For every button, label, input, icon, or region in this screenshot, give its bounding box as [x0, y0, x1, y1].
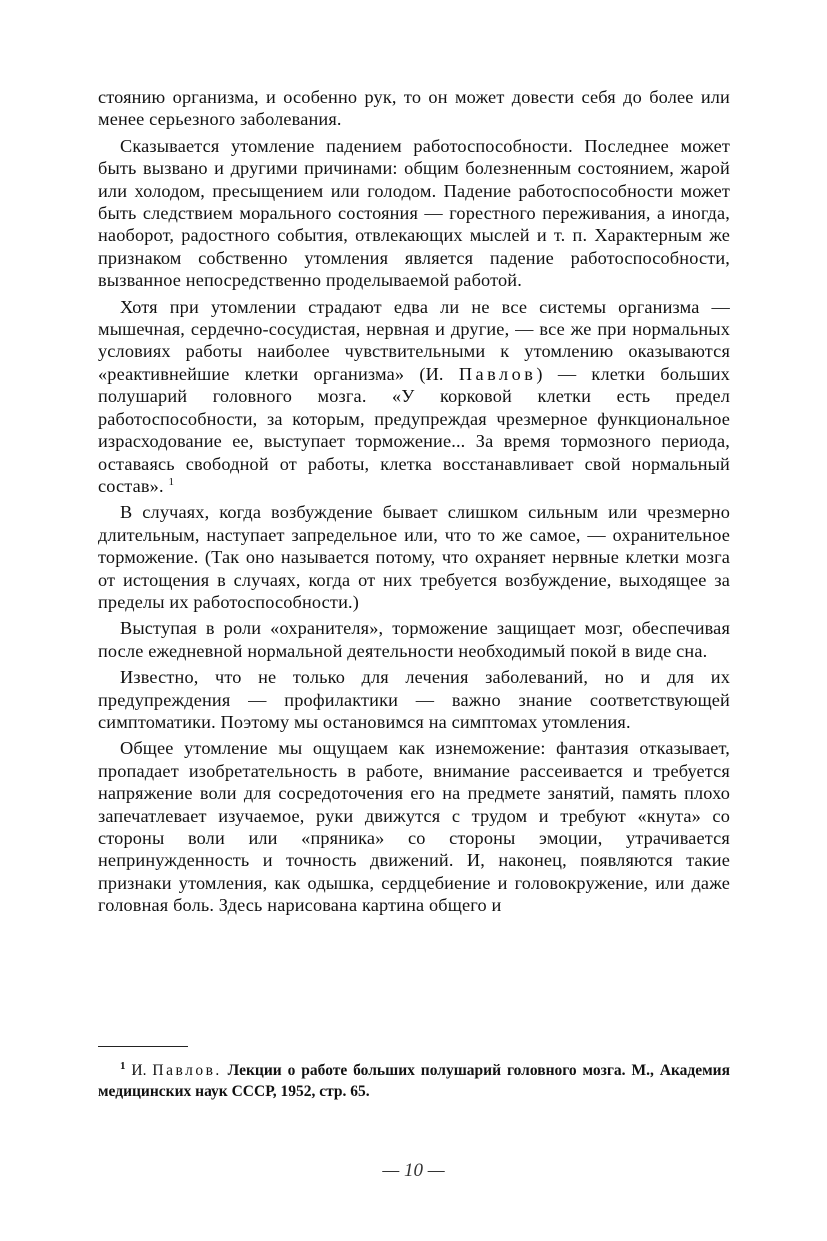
footnote — [98, 1060, 730, 1102]
footnote-text: Лекции о работе больших полушарий головного мозга. М., Академия медицинских наук СССР, 1952, стр. 65. — [98, 1062, 730, 1100]
footnote-marker: 1 — [120, 1059, 126, 1072]
paragraph-6: Известно, что не только для лечения заболеваний, но и для их предупреждения — профилактики — важно знание соответствующей симптоматики. Поэтому мы остановимся на симптомах утомления. — [98, 667, 730, 732]
footnote-reference[interactable]: 1 — [168, 475, 175, 488]
paragraph-3-part-a: Хотя при утомлении страдают едва ли не все системы организма — мышечная, сердечно-сосудистая, нервная и другие, — все же при нормальных условиях работы наиболее чувствительными к утомлению оказываются «реактивнейшие клетки организма» (И. — [98, 296, 730, 384]
paragraph-1: стоянию организма, и особенно рук, то он может довести себя до более или менее серьезного заболевания. — [98, 87, 730, 130]
paragraph-3-part-c: ) — клетки больших полушарий головного мозга. «У корковой клетки есть предел работоспособности, за которым, предупреждая чрезмерное функциональное израсходование ее, выступает торможение... За время тормозного периода, оставаясь свободной от работы, клетка восстанавливает свой нормальный состав». — [98, 363, 730, 496]
paragraph-3 — [98, 296, 730, 498]
page-number: — 10 — — [382, 1160, 445, 1181]
page-body — [98, 86, 730, 921]
paragraph-4: В случаях, когда возбуждение бывает слишком сильным или чрезмерно длительным, наступает запредельное или, что то же самое, — охранительное торможение. (Так оно называется потому, что охраняет нервные клетки мозга от истощения в случаях, когда от них требуется возбуждение, выходящее за пределы их работоспособности.) — [98, 502, 730, 612]
paragraph-3-author: Павлов — [458, 363, 537, 384]
paragraph-5: Выступая в роли «охранителя», торможение защищает мозг, обеспечивая после ежедневной нормальной деятельности необходимый покой в виде сна. — [98, 618, 730, 661]
paragraph-7: Общее утомление мы ощущаем как изнеможение: фантазия отказывает, пропадает изобретательность в работе, внимание рассеивается и требуется напряжение воли для сосредоточения его на предмете занятий, память плохо запечатлевает изучаемое, руки движутся с трудом и требуют «кнута» со стороны воли или «пряника» со стороны эмоции, утрачивается непринужденность и точность движений. И, наконец, появляются такие признаки утомления, как одышка, сердцебиение и головокружение, или даже головная боль. Здесь нарисована картина общего и — [98, 738, 730, 916]
footnote-divider — [98, 1046, 188, 1047]
paragraph-2: Сказывается утомление падением работоспособности. Последнее может быть вызвано и другими причинами: общим болезненным состоянием, жарой или холодом, пресыщением или голодом. Падение работоспособности может быть следствием морального состояния — горестного переживания, а иногда, наоборот, радостного события, отвлекающих мыслей и т. п. Характерным же признаком собственно утомления является падение работоспособности, вызванное непосредственно проделываемой работой. — [98, 135, 730, 291]
footnote-author-initial: И. — [131, 1062, 147, 1079]
footnote-author-name: Павлов. — [152, 1062, 222, 1079]
